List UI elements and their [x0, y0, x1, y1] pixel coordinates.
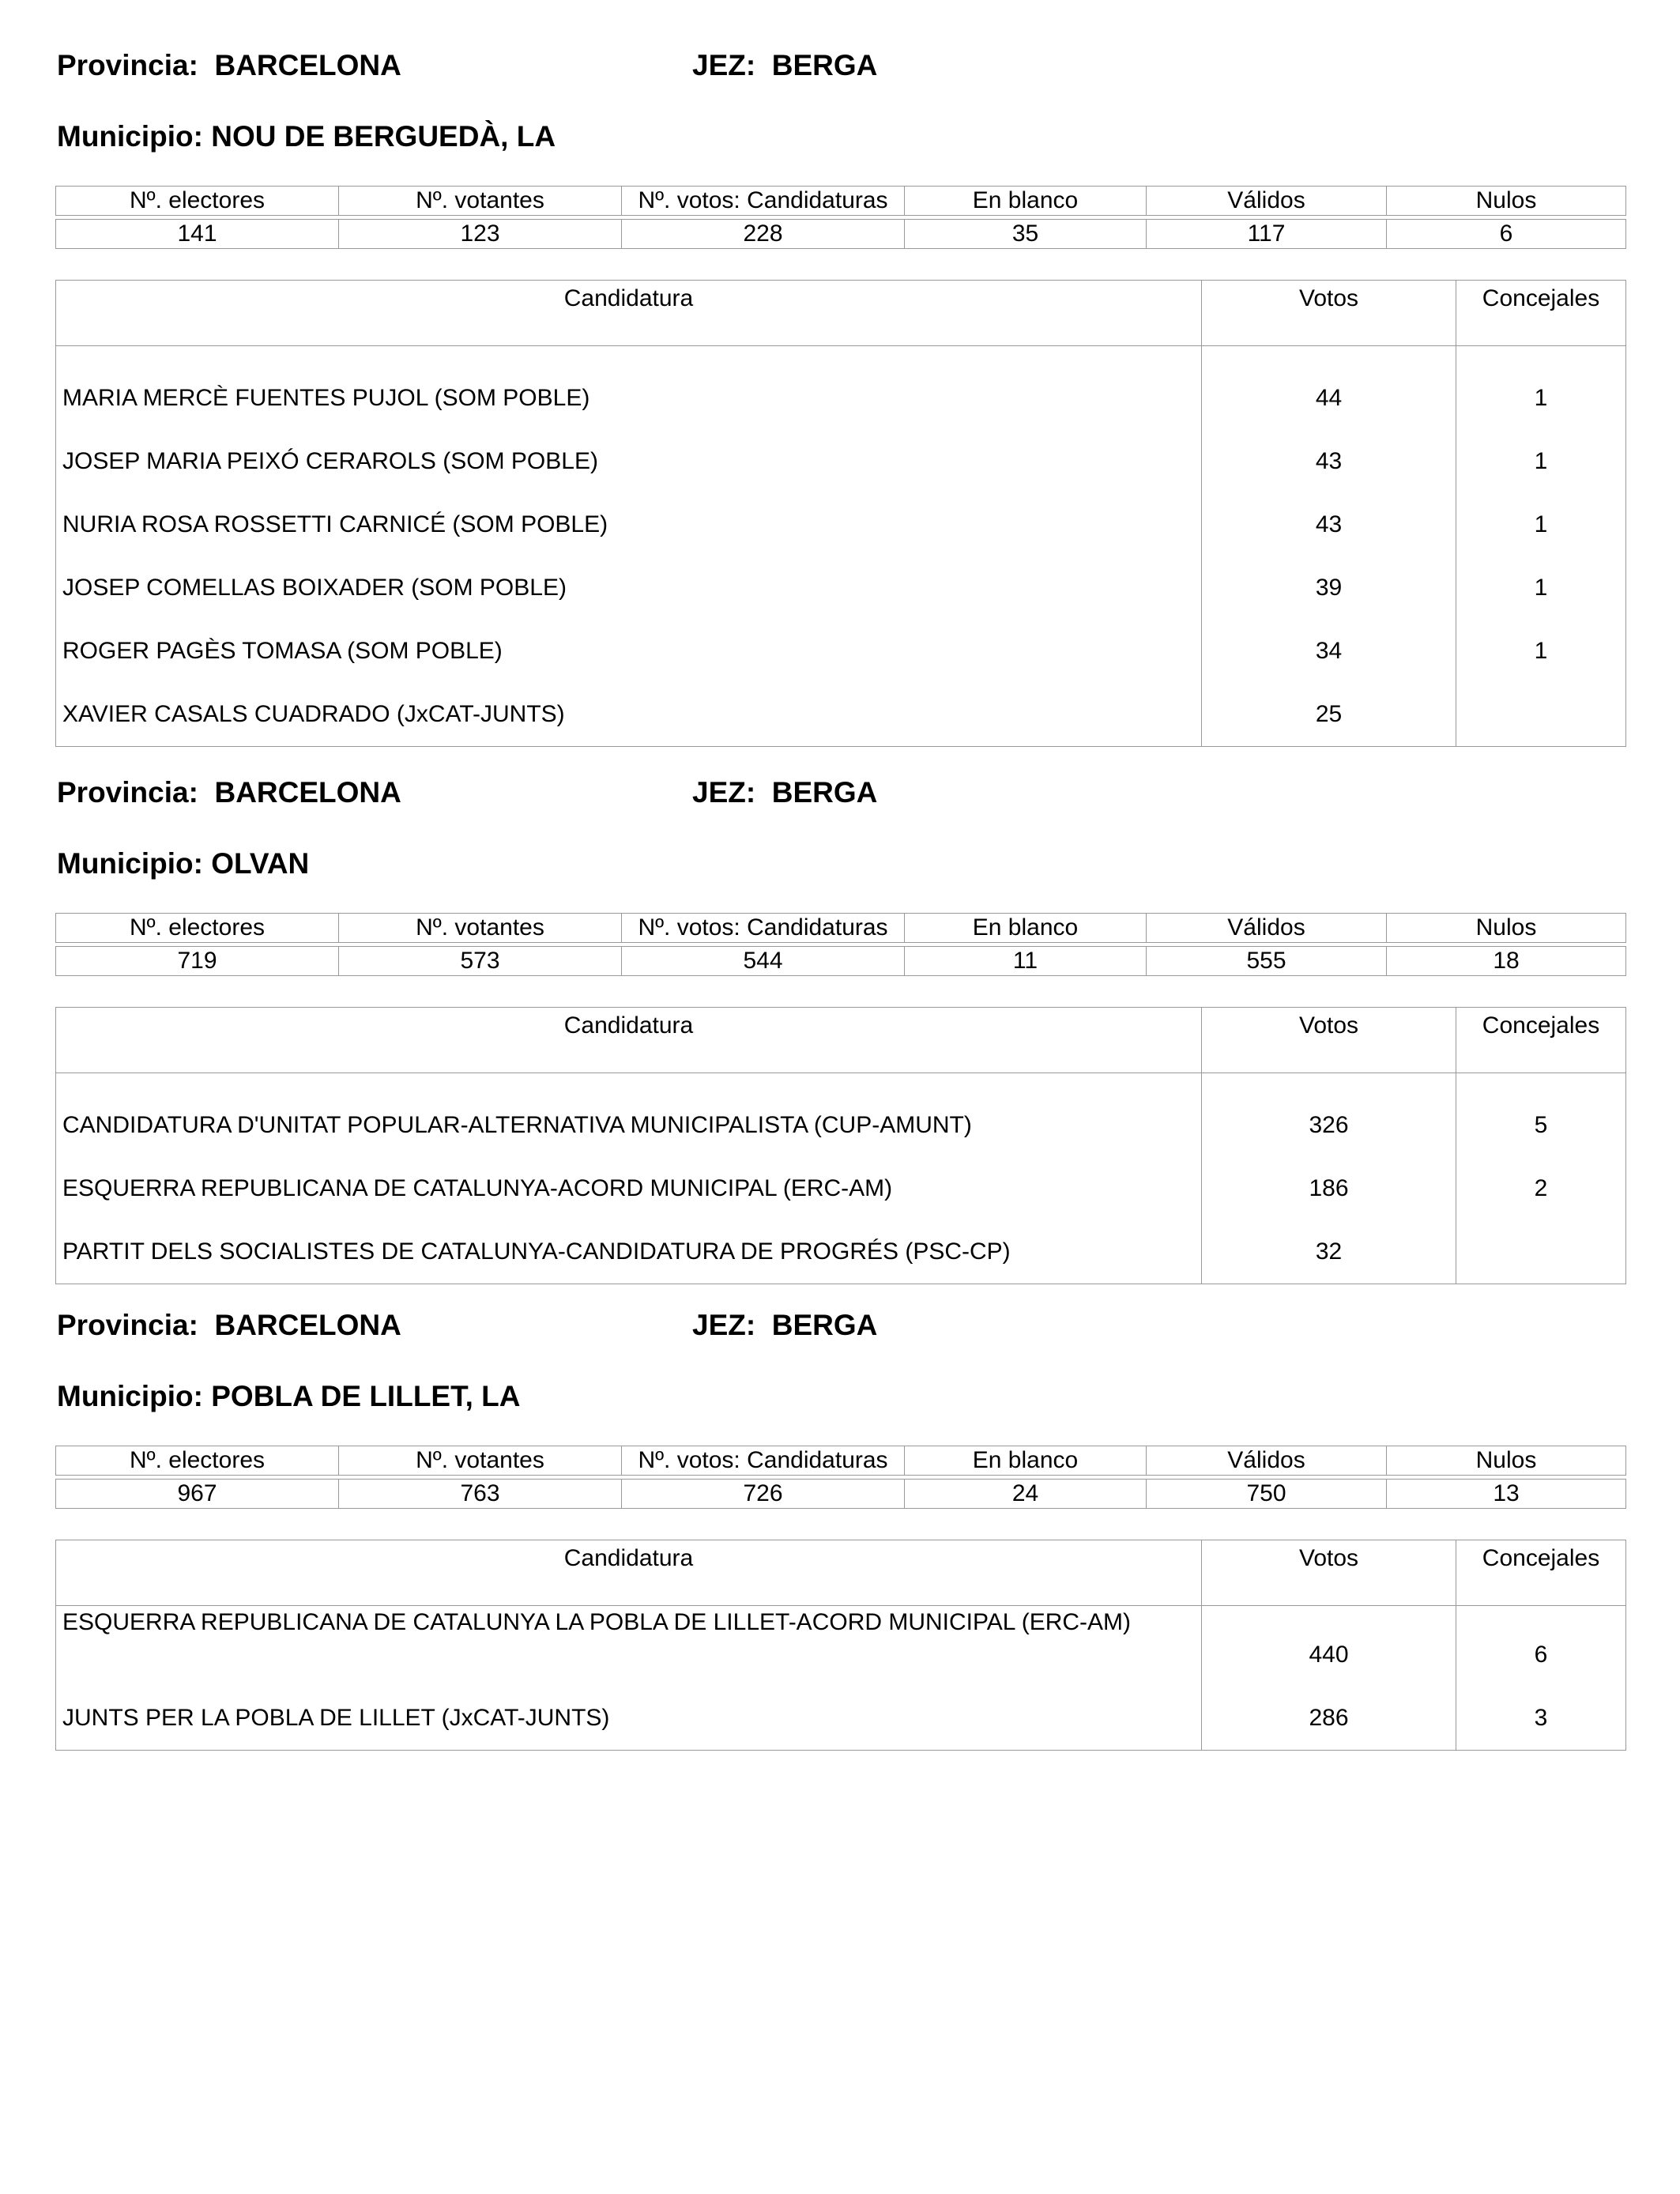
stats-value-cell: 544 [622, 947, 905, 976]
stats-header-cell: Nulos [1387, 187, 1626, 216]
candidates-header-cell: Candidatura [56, 1008, 1202, 1073]
candidate-name: JOSEP COMELLAS BOIXADER (SOM POBLE) [56, 556, 1202, 620]
candidate-concejales [1456, 1220, 1626, 1284]
stats-table [55, 186, 1626, 249]
stats-header-cell: Válidos [1147, 187, 1387, 216]
section-header [55, 776, 1625, 824]
municipio-section [55, 1309, 1625, 1731]
municipio-title [57, 847, 309, 880]
candidate-votos: 44 [1202, 346, 1456, 431]
candidates-header-cell: Votos [1202, 1008, 1456, 1073]
candidate-concejales: 1 [1456, 620, 1626, 683]
candidates-header-row [56, 1008, 1626, 1073]
stats-header-cell: Nº. electores [56, 1446, 339, 1476]
provincia-line [57, 776, 401, 809]
municipio-title [57, 120, 556, 153]
jez-line [692, 1309, 877, 1342]
stats-value-cell: 228 [622, 220, 905, 249]
candidate-concejales: 2 [1456, 1157, 1626, 1220]
candidates-header-row [56, 281, 1626, 346]
candidate-row [56, 1687, 1626, 1751]
candidate-name: MARIA MERCÈ FUENTES PUJOL (SOM POBLE) [56, 346, 1202, 431]
stats-header-cell: Nº. votos: Candidaturas [622, 1446, 905, 1476]
provincia-value: BARCELONA [214, 1309, 401, 1341]
stats-value-cell: 117 [1147, 220, 1387, 249]
candidates-header-cell: Votos [1202, 1540, 1456, 1606]
candidates-header-cell: Candidatura [56, 1540, 1202, 1606]
candidates-header-row [56, 1540, 1626, 1606]
stats-header-row [56, 1446, 1626, 1476]
stats-value-cell: 11 [905, 947, 1147, 976]
candidate-row [56, 430, 1626, 493]
stats-table [55, 1446, 1626, 1509]
stats-value-cell: 763 [339, 1480, 622, 1509]
stats-header-cell: Nº. electores [56, 914, 339, 943]
stats-value-cell: 750 [1147, 1480, 1387, 1509]
candidate-concejales: 1 [1456, 430, 1626, 493]
candidates-table [55, 1007, 1626, 1284]
candidate-row [56, 556, 1626, 620]
stats-table [55, 913, 1626, 976]
candidate-votos: 34 [1202, 620, 1456, 683]
provincia-line [57, 1309, 401, 1342]
candidate-row [56, 683, 1626, 747]
candidate-name: JUNTS PER LA POBLA DE LILLET (JxCAT-JUNTS) [56, 1687, 1202, 1751]
candidate-row [56, 493, 1626, 556]
candidate-votos: 43 [1202, 430, 1456, 493]
candidate-concejales [1456, 683, 1626, 747]
candidate-concejales: 1 [1456, 556, 1626, 620]
stats-value-cell: 967 [56, 1480, 339, 1509]
candidate-name: ESQUERRA REPUBLICANA DE CATALUNYA LA POBLA DE LILLET-ACORD MUNICIPAL (ERC-AM) [56, 1606, 1202, 1687]
candidates-header-cell: Concejales [1456, 281, 1626, 346]
municipio-title [57, 1380, 520, 1413]
stats-value-cell: 123 [339, 220, 622, 249]
stats-header-row [56, 914, 1626, 943]
stats-header-cell: Válidos [1147, 1446, 1387, 1476]
stats-header-cell: Nº. votantes [339, 1446, 622, 1476]
candidates-header-cell: Concejales [1456, 1540, 1626, 1606]
provincia-line [57, 49, 401, 82]
stats-header-cell: En blanco [905, 187, 1147, 216]
candidate-row [56, 620, 1626, 683]
municipio-label: Municipio: [57, 1380, 203, 1412]
candidate-row [56, 1073, 1626, 1158]
jez-line [692, 49, 877, 82]
stats-value-cell: 24 [905, 1480, 1147, 1509]
stats-header-cell: Válidos [1147, 914, 1387, 943]
stats-header-cell: Nº. electores [56, 187, 339, 216]
candidate-concejales: 1 [1456, 346, 1626, 431]
jez-value: BERGA [771, 776, 878, 809]
stats-value-cell: 13 [1387, 1480, 1626, 1509]
candidate-row [56, 1220, 1626, 1284]
stats-value-row [56, 220, 1626, 249]
candidates-header-cell: Concejales [1456, 1008, 1626, 1073]
stats-value-cell: 573 [339, 947, 622, 976]
candidates-table [55, 1540, 1626, 1751]
jez-line [692, 776, 877, 809]
candidate-row [56, 1606, 1626, 1687]
stats-value-row [56, 1480, 1626, 1509]
stats-header-cell: Nº. votantes [339, 187, 622, 216]
stats-header-cell: Nº. votos: Candidaturas [622, 187, 905, 216]
municipio-name: POBLA DE LILLET, LA [211, 1380, 521, 1412]
stats-header-cell: Nulos [1387, 1446, 1626, 1476]
candidate-votos: 39 [1202, 556, 1456, 620]
candidate-name: NURIA ROSA ROSSETTI CARNICÉ (SOM POBLE) [56, 493, 1202, 556]
candidate-votos: 43 [1202, 493, 1456, 556]
stats-value-cell: 719 [56, 947, 339, 976]
provincia-label: Provincia: [57, 49, 198, 81]
provincia-value: BARCELONA [214, 776, 401, 809]
provincia-value: BARCELONA [214, 49, 401, 81]
candidate-concejales: 1 [1456, 493, 1626, 556]
candidate-name: CANDIDATURA D'UNITAT POPULAR-ALTERNATIVA MUNICIPALISTA (CUP-AMUNT) [56, 1073, 1202, 1158]
jez-label: JEZ: [692, 1309, 756, 1341]
jez-value: BERGA [771, 49, 878, 81]
candidate-votos: 186 [1202, 1157, 1456, 1220]
municipio-name: OLVAN [211, 847, 310, 880]
stats-header-cell: En blanco [905, 914, 1147, 943]
stats-value-cell: 6 [1387, 220, 1626, 249]
stats-header-cell: Nº. votantes [339, 914, 622, 943]
candidate-votos: 440 [1202, 1606, 1456, 1687]
candidate-concejales: 3 [1456, 1687, 1626, 1751]
candidate-name: PARTIT DELS SOCIALISTES DE CATALUNYA-CANDIDATURA DE PROGRÉS (PSC-CP) [56, 1220, 1202, 1284]
candidate-row [56, 346, 1626, 431]
stats-value-row [56, 947, 1626, 976]
candidate-name: ESQUERRA REPUBLICANA DE CATALUNYA-ACORD MUNICIPAL (ERC-AM) [56, 1157, 1202, 1220]
candidates-header-cell: Votos [1202, 281, 1456, 346]
municipio-name: NOU DE BERGUEDÀ, LA [211, 120, 556, 153]
municipio-label: Municipio: [57, 120, 203, 153]
jez-label: JEZ: [692, 776, 756, 809]
candidate-votos: 25 [1202, 683, 1456, 747]
municipio-label: Municipio: [57, 847, 203, 880]
stats-value-cell: 726 [622, 1480, 905, 1509]
stats-header-cell: Nulos [1387, 914, 1626, 943]
stats-header-row [56, 187, 1626, 216]
candidate-name: XAVIER CASALS CUADRADO (JxCAT-JUNTS) [56, 683, 1202, 747]
stats-header-cell: Nº. votos: Candidaturas [622, 914, 905, 943]
candidates-table [55, 280, 1626, 747]
stats-header-cell: En blanco [905, 1446, 1147, 1476]
stats-value-cell: 35 [905, 220, 1147, 249]
provincia-label: Provincia: [57, 1309, 198, 1341]
candidates-header-cell: Candidatura [56, 281, 1202, 346]
provincia-label: Provincia: [57, 776, 198, 809]
municipio-section [55, 776, 1625, 1265]
candidate-votos: 286 [1202, 1687, 1456, 1751]
candidate-votos: 326 [1202, 1073, 1456, 1158]
stats-value-cell: 18 [1387, 947, 1626, 976]
section-header [55, 1309, 1625, 1356]
jez-value: BERGA [771, 1309, 878, 1341]
section-header [55, 49, 1625, 96]
candidate-name: JOSEP MARIA PEIXÓ CERAROLS (SOM POBLE) [56, 430, 1202, 493]
jez-label: JEZ: [692, 49, 756, 81]
candidate-concejales: 5 [1456, 1073, 1626, 1158]
stats-value-cell: 555 [1147, 947, 1387, 976]
candidate-votos: 32 [1202, 1220, 1456, 1284]
candidate-row [56, 1157, 1626, 1220]
candidate-name: ROGER PAGÈS TOMASA (SOM POBLE) [56, 620, 1202, 683]
stats-value-cell: 141 [56, 220, 339, 249]
candidate-concejales: 6 [1456, 1606, 1626, 1687]
municipio-section [55, 49, 1625, 727]
